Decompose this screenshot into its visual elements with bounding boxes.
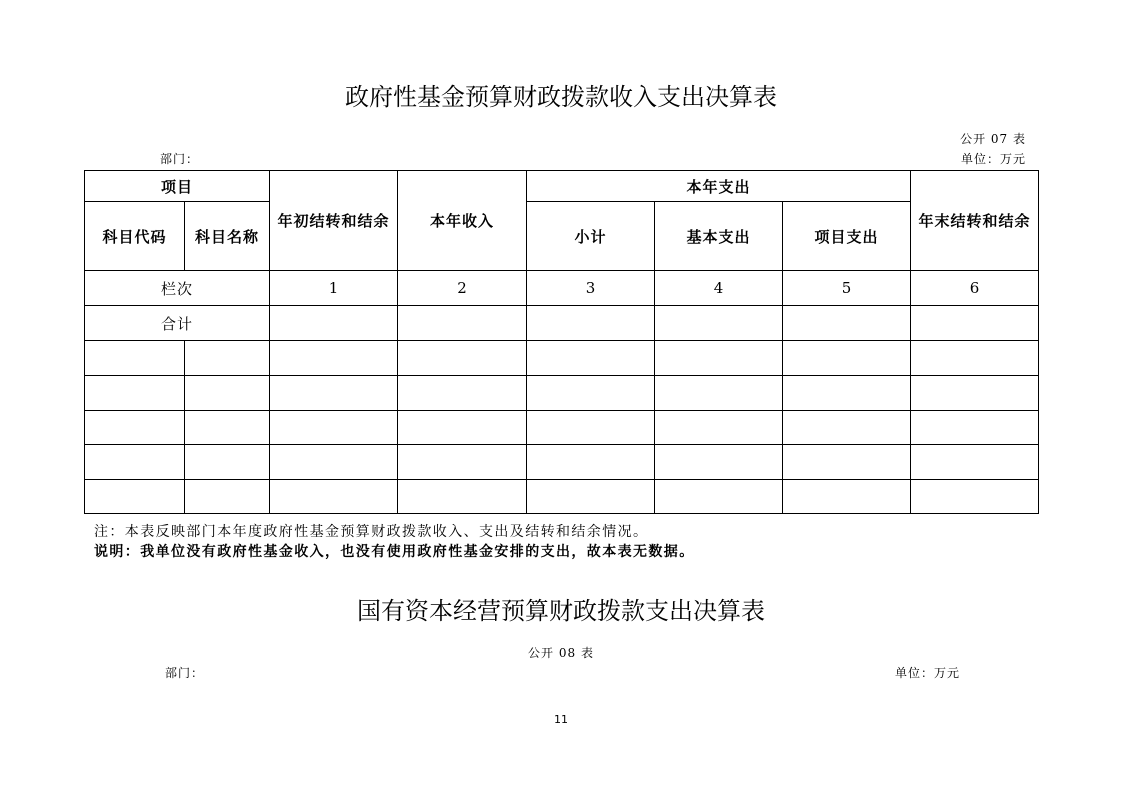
header-basic-expense: 基本支出	[655, 202, 783, 271]
table-cell	[85, 376, 185, 411]
table-cell	[911, 445, 1039, 480]
column-index-row	[85, 271, 1039, 306]
table-row	[85, 445, 1039, 480]
header-expense: 本年支出	[527, 171, 911, 202]
section-title: 国有资本经营预算财政拨款支出决算表	[357, 597, 765, 625]
total-cell	[398, 306, 527, 341]
unit-label: 单位：万元	[960, 152, 1026, 166]
table-cell	[270, 445, 398, 480]
table-cell	[185, 341, 270, 376]
page-title: 政府性基金预算财政拨款收入支出决算表	[345, 83, 777, 111]
table-cell	[783, 376, 911, 411]
page-number: 11	[554, 713, 568, 726]
table-cell	[655, 445, 783, 480]
header-row-2	[85, 202, 1039, 271]
table-row	[85, 341, 1039, 376]
table-note: 注：本表反映部门本年度政府性基金预算财政拨款收入、支出及结转和结余情况。	[94, 524, 649, 540]
table-cell	[911, 411, 1039, 445]
department-label: 部门：	[165, 666, 205, 680]
table-cell	[398, 480, 527, 514]
table-cell	[185, 376, 270, 411]
total-row	[85, 306, 1039, 341]
table-cell	[85, 445, 185, 480]
header-subject-code: 科目代码	[85, 202, 185, 271]
table-cell	[911, 376, 1039, 411]
department-label: 部门：	[160, 152, 200, 166]
table-number: 公开 07 表	[960, 132, 1026, 146]
table-cell	[398, 341, 527, 376]
table-row	[85, 376, 1039, 411]
table-cell	[783, 445, 911, 480]
total-cell	[911, 306, 1039, 341]
table-cell	[527, 376, 655, 411]
table-number: 公开 08 表	[528, 646, 594, 660]
column-index-3: 3	[527, 271, 655, 306]
header-row-1	[85, 171, 1039, 202]
table-cell	[527, 341, 655, 376]
column-index-6: 6	[911, 271, 1039, 306]
table-cell	[527, 480, 655, 514]
table-cell	[783, 411, 911, 445]
table-cell	[655, 376, 783, 411]
table-cell	[270, 376, 398, 411]
table-cell	[270, 480, 398, 514]
column-index-2: 2	[398, 271, 527, 306]
table-cell	[911, 341, 1039, 376]
column-index-5: 5	[783, 271, 911, 306]
column-index-1: 1	[270, 271, 398, 306]
total-cell	[655, 306, 783, 341]
table-cell	[85, 411, 185, 445]
total-cell	[783, 306, 911, 341]
header-subtotal: 小计	[527, 202, 655, 271]
total-label: 合计	[85, 306, 270, 341]
header-income: 本年收入	[398, 171, 527, 271]
table-cell	[527, 445, 655, 480]
header-subject-name: 科目名称	[185, 202, 270, 271]
header-project-expense: 项目支出	[783, 202, 911, 271]
table-explanation: 说明：我单位没有政府性基金收入，也没有使用政府性基金安排的支出，故本表无数据。	[94, 544, 695, 560]
total-cell	[270, 306, 398, 341]
header-carryover-end: 年末结转和结余	[911, 171, 1039, 271]
unit-label: 单位：万元	[895, 666, 961, 680]
table-cell	[398, 411, 527, 445]
table-cell	[185, 411, 270, 445]
fund-budget-table	[84, 170, 1039, 514]
column-index-4: 4	[655, 271, 783, 306]
table-row	[85, 480, 1039, 514]
table-cell	[398, 445, 527, 480]
header-item: 项目	[85, 171, 270, 202]
table-cell	[185, 445, 270, 480]
table-cell	[655, 480, 783, 514]
table-row	[85, 411, 1039, 445]
table-cell	[783, 480, 911, 514]
table-cell	[185, 480, 270, 514]
table-cell	[85, 480, 185, 514]
table-cell	[85, 341, 185, 376]
table-cell	[783, 341, 911, 376]
total-cell	[527, 306, 655, 341]
table-cell	[270, 341, 398, 376]
column-index-label: 栏次	[85, 271, 270, 306]
table-cell	[527, 411, 655, 445]
table-cell	[655, 341, 783, 376]
table-cell	[270, 411, 398, 445]
table-cell	[655, 411, 783, 445]
table-cell	[911, 480, 1039, 514]
header-carryover-begin: 年初结转和结余	[270, 171, 398, 271]
table-cell	[398, 376, 527, 411]
